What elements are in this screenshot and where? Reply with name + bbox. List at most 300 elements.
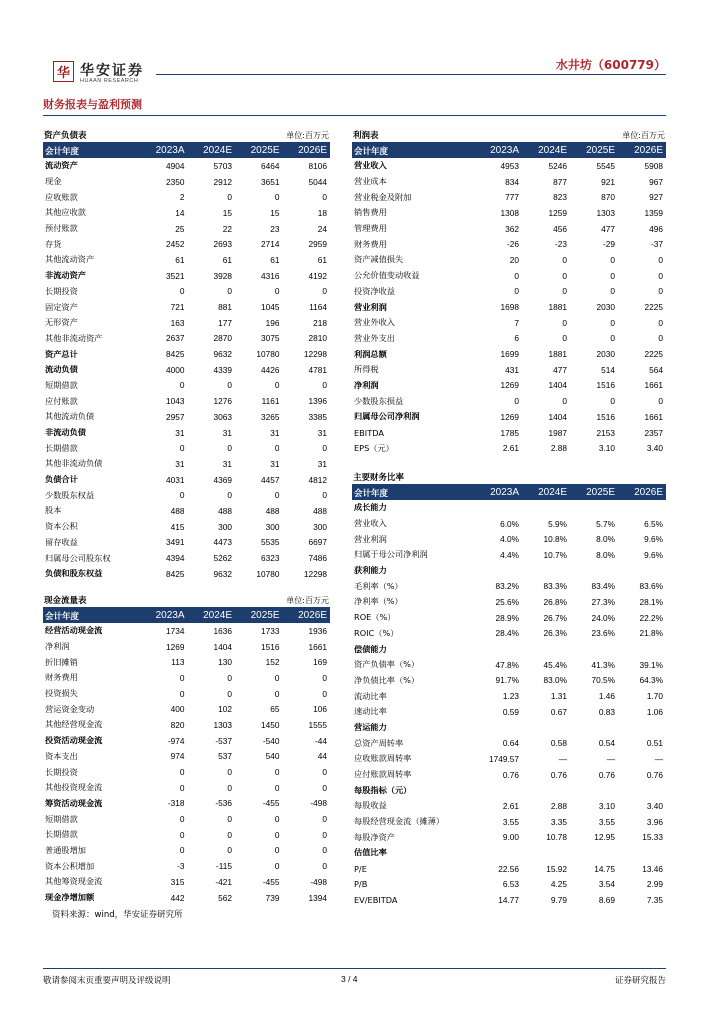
- row-value: 2.61: [502, 443, 519, 454]
- row-value: 1881: [548, 349, 567, 360]
- row-label: 营运能力: [354, 721, 387, 732]
- row-label: 长期投资: [45, 285, 78, 296]
- row-value: 488: [265, 505, 280, 516]
- column-header-year: 2024E: [522, 485, 570, 500]
- row-value: 0: [274, 490, 280, 501]
- row-value: 1734: [166, 625, 185, 636]
- row-label: 其他筹资现金流: [45, 876, 103, 887]
- row-label: 营业外支出: [354, 332, 395, 343]
- row-value: 22: [222, 223, 232, 234]
- row-value: 28.4%: [495, 628, 519, 639]
- row-value: 4426: [261, 364, 280, 375]
- row-value: 0.58: [550, 738, 567, 749]
- row-value: 9632: [213, 349, 232, 360]
- row-value: 102: [218, 704, 232, 715]
- table-row: [352, 158, 666, 174]
- row-value: 881: [218, 302, 232, 313]
- row-value: 169: [313, 657, 327, 668]
- row-value: 1269: [500, 380, 519, 391]
- row-label: 净利润: [354, 379, 379, 390]
- row-value: 4000: [166, 364, 185, 375]
- row-value: 83.2%: [495, 581, 519, 592]
- row-value: 91.7%: [495, 675, 519, 686]
- row-value: 2714: [261, 239, 280, 250]
- row-label: 所得税: [354, 364, 379, 375]
- row-label: 资本支出: [45, 750, 78, 761]
- row-value: 2.88: [550, 443, 567, 454]
- row-label: 归属母公司股东权: [45, 552, 111, 563]
- row-value: 1661: [644, 411, 663, 422]
- table-row: [43, 158, 330, 174]
- row-value: 4812: [308, 474, 327, 485]
- row-label: 少数股东损益: [354, 395, 404, 406]
- row-value: 0: [179, 672, 185, 683]
- table-header-row: [352, 485, 666, 500]
- row-value: 400: [170, 704, 185, 715]
- row-value: 10.8%: [543, 534, 567, 545]
- row-value: 2.99: [646, 879, 663, 890]
- row-label: 经营活动现金流: [45, 625, 103, 636]
- row-label: 管理费用: [354, 223, 387, 234]
- column-header-year: 2024E: [522, 143, 570, 158]
- row-value: 27.3%: [591, 596, 615, 607]
- row-value: [474, 641, 522, 657]
- row-value: [570, 720, 618, 736]
- footer-disclaimer: 敬请参阅末页重要声明及评级说明: [43, 976, 171, 986]
- row-label: 营业利润: [354, 301, 387, 312]
- row-value: 31: [317, 458, 327, 469]
- row-value: 4394: [166, 553, 185, 564]
- row-label: 营业外收入: [354, 317, 395, 328]
- row-value: 0: [562, 254, 567, 265]
- table-row: [352, 814, 666, 830]
- row-label: 每股收益: [354, 800, 387, 811]
- table-row: [352, 516, 666, 532]
- column-header-year: 2024E: [188, 143, 236, 158]
- row-label: 股本: [45, 505, 62, 516]
- row-value: 4339: [213, 364, 232, 375]
- row-value: 2153: [596, 427, 615, 438]
- income-statement-header: [352, 128, 666, 143]
- row-value: 9.00: [502, 832, 519, 843]
- row-value: -26: [507, 239, 519, 250]
- income-statement-unit: 单位:百万元: [622, 130, 665, 140]
- row-value: 1936: [308, 625, 327, 636]
- row-value: 3265: [261, 411, 280, 422]
- row-label: 估值比率: [354, 847, 387, 858]
- row-value: 0: [227, 380, 232, 391]
- row-value: 61: [270, 254, 280, 265]
- row-value: 8.0%: [596, 549, 615, 560]
- row-label: 营业利润: [354, 533, 387, 544]
- row-value: 3.55: [502, 816, 519, 827]
- row-value: 113: [171, 657, 185, 668]
- row-value: 1394: [308, 892, 327, 903]
- row-value: 0: [322, 782, 327, 793]
- row-value: -44: [315, 735, 327, 746]
- row-label: 留存收益: [45, 536, 78, 547]
- row-label: EBITDA: [354, 427, 384, 438]
- row-value: -37: [651, 239, 663, 250]
- row-value: 721: [170, 302, 185, 313]
- table-row: [43, 519, 330, 535]
- row-value: 777: [505, 192, 519, 203]
- row-value: 8425: [166, 349, 185, 360]
- row-value: 0: [179, 490, 185, 501]
- column-header-year: 2025E: [570, 143, 618, 158]
- row-value: 3491: [166, 537, 185, 548]
- table-row: [352, 720, 666, 736]
- row-label: 固定资产: [45, 301, 78, 312]
- row-label: 获利能力: [354, 565, 387, 576]
- row-value: [522, 641, 570, 657]
- row-value: -23: [555, 239, 567, 250]
- row-value: 163: [170, 317, 185, 328]
- row-value: [522, 563, 570, 579]
- row-value: 130: [218, 657, 232, 668]
- table-row: [43, 717, 330, 733]
- table-row: [352, 578, 666, 594]
- row-value: 2912: [213, 176, 232, 187]
- row-value: [522, 845, 570, 861]
- row-label: 每股指标（元）: [354, 784, 412, 795]
- table-row: [352, 892, 666, 908]
- table-row: [43, 315, 330, 331]
- row-value: 3.40: [646, 800, 663, 811]
- table-row: [352, 688, 666, 704]
- row-value: 31: [175, 427, 185, 438]
- row-value: 0: [322, 814, 327, 825]
- row-value: 1661: [644, 380, 663, 391]
- row-value: 0: [322, 861, 327, 872]
- row-value: 442: [170, 892, 185, 903]
- row-label: 净负债比率（%）: [354, 674, 420, 685]
- row-value: 0: [322, 286, 327, 297]
- row-value: 0.59: [502, 706, 519, 717]
- row-value: 2030: [596, 349, 615, 360]
- row-value: 31: [270, 458, 280, 469]
- row-value: 0: [179, 380, 185, 391]
- table-row: [352, 610, 666, 626]
- row-value: 3.54: [598, 879, 615, 890]
- row-value: 3.55: [598, 816, 615, 827]
- table-row: [352, 205, 666, 221]
- row-value: 537: [218, 751, 232, 762]
- row-value: 6: [514, 333, 519, 344]
- row-value: 83.3%: [543, 581, 567, 592]
- row-value: [618, 782, 666, 798]
- row-value: 7.35: [646, 895, 663, 906]
- row-value: [618, 845, 666, 861]
- row-value: 8.69: [598, 895, 615, 906]
- row-value: 26.3%: [543, 628, 567, 639]
- row-label: 速动比率: [354, 706, 387, 717]
- row-label: 现金净增加额: [45, 892, 95, 903]
- row-value: 0: [658, 286, 663, 297]
- table-row: [43, 796, 330, 812]
- row-value: 7486: [308, 553, 327, 564]
- row-value: 921: [601, 176, 615, 187]
- row-label: 流动比率: [354, 690, 387, 701]
- row-value: 31: [317, 427, 327, 438]
- row-value: 4457: [261, 474, 280, 485]
- row-value: 25: [175, 223, 185, 234]
- row-label: 应付账款周转率: [354, 769, 412, 780]
- row-value: 1661: [308, 641, 327, 652]
- row-value: 14: [175, 207, 185, 218]
- row-value: 2.61: [502, 800, 519, 811]
- table-header-row: [43, 143, 330, 158]
- table-row: [43, 284, 330, 300]
- row-value: —: [558, 753, 567, 764]
- financial-ratios-table: [352, 470, 666, 908]
- row-value: 0: [322, 192, 327, 203]
- row-label: 偿债能力: [354, 643, 387, 654]
- cash-flow-title: 现金流量表: [44, 596, 87, 606]
- row-value: 47.8%: [495, 659, 519, 670]
- row-value: 1308: [500, 207, 519, 218]
- row-value: 8106: [308, 160, 327, 171]
- row-label: 非流动资产: [45, 270, 86, 281]
- row-value: 44: [317, 751, 327, 762]
- row-value: 0: [274, 782, 280, 793]
- row-value: 26.8%: [543, 596, 567, 607]
- row-value: [570, 500, 618, 516]
- row-label: 资本公积: [45, 521, 78, 532]
- row-value: 3928: [213, 270, 232, 281]
- row-value: 967: [649, 176, 663, 187]
- row-value: 2870: [213, 333, 232, 344]
- income-statement-table: [352, 128, 666, 456]
- row-label: ROE（%）: [354, 612, 396, 623]
- row-value: 0: [562, 333, 567, 344]
- row-value: 0: [322, 829, 327, 840]
- row-value: 23: [270, 223, 280, 234]
- table-row: [43, 487, 330, 503]
- section-divider: [43, 115, 666, 116]
- row-value: 0: [179, 814, 185, 825]
- table-header-row: [43, 608, 330, 623]
- row-value: 1269: [166, 641, 185, 652]
- row-value: 834: [505, 176, 519, 187]
- row-label: 归属母公司净利润: [354, 411, 420, 422]
- row-value: 1043: [166, 396, 185, 407]
- row-value: [570, 845, 618, 861]
- row-value: 8.0%: [596, 534, 615, 545]
- row-value: 20: [509, 254, 519, 265]
- row-value: 0: [514, 396, 519, 407]
- row-value: 5703: [213, 160, 232, 171]
- row-value: 1555: [308, 719, 327, 730]
- row-value: 477: [601, 223, 615, 234]
- row-value: 488: [313, 505, 327, 516]
- row-value: 0: [322, 845, 327, 856]
- row-value: 0: [274, 814, 280, 825]
- row-value: [618, 500, 666, 516]
- row-value: 4.25: [550, 879, 567, 890]
- row-value: 5262: [213, 553, 232, 564]
- row-value: -29: [603, 239, 615, 250]
- table-row: [43, 409, 330, 425]
- row-value: 61: [175, 254, 185, 265]
- row-value: 1749.57: [489, 753, 519, 764]
- row-value: 28.9%: [495, 612, 519, 623]
- row-value: 739: [265, 892, 280, 903]
- row-value: 0: [179, 688, 185, 699]
- row-label: ROIC（%）: [354, 627, 399, 638]
- table-row: [352, 594, 666, 610]
- row-value: 4031: [166, 474, 185, 485]
- row-value: 1636: [213, 625, 232, 636]
- row-value: [618, 563, 666, 579]
- row-value: 4192: [308, 270, 327, 281]
- row-value: 1164: [309, 302, 327, 313]
- row-value: 1276: [213, 396, 232, 407]
- table-row: [43, 535, 330, 551]
- row-label: 短期借款: [45, 379, 78, 390]
- table-row: [43, 764, 330, 780]
- row-value: 3063: [213, 411, 232, 422]
- row-value: 4904: [166, 160, 185, 171]
- row-value: 0: [274, 380, 280, 391]
- row-value: 83.6%: [639, 581, 663, 592]
- row-label: 预付账款: [45, 223, 78, 234]
- row-value: 1450: [261, 719, 280, 730]
- row-value: 0: [274, 861, 280, 872]
- row-value: 12298: [303, 349, 327, 360]
- footer-report-type: 证券研究报告: [614, 976, 666, 986]
- row-value: 31: [222, 427, 232, 438]
- data-source-note: 资料来源：wind，华安证券研究所: [52, 910, 183, 920]
- row-label: 长期借款: [45, 442, 78, 453]
- row-value: 300: [218, 521, 232, 532]
- row-value: 83.0%: [543, 675, 567, 686]
- row-value: 3521: [166, 270, 185, 281]
- row-value: -455: [262, 798, 280, 809]
- row-value: 4953: [500, 160, 519, 171]
- row-value: 12.95: [594, 832, 615, 843]
- row-value: 0: [274, 688, 280, 699]
- row-value: 0.54: [598, 738, 615, 749]
- company-logo-mark: [53, 61, 74, 82]
- row-value: 2.88: [550, 800, 567, 811]
- row-value: 1516: [261, 641, 280, 652]
- table-row: [352, 284, 666, 300]
- row-value: 0: [274, 192, 280, 203]
- row-value: 70.5%: [591, 675, 615, 686]
- row-value: 2810: [308, 333, 327, 344]
- row-value: 1404: [548, 411, 567, 422]
- row-value: [522, 500, 570, 516]
- table-row: [352, 704, 666, 720]
- row-label: 资产减值损失: [354, 254, 404, 265]
- row-value: 0: [610, 270, 615, 281]
- table-row: [43, 827, 330, 843]
- table-row: [43, 378, 330, 394]
- row-value: 4369: [213, 474, 232, 485]
- row-value: 6464: [261, 160, 280, 171]
- row-value: 0.76: [646, 769, 663, 780]
- table-row: [352, 657, 666, 673]
- cash-flow-unit: 单位:百万元: [286, 595, 329, 605]
- row-value: -498: [310, 798, 327, 809]
- row-value: 1259: [548, 207, 567, 218]
- table-row: [352, 409, 666, 425]
- row-value: 2225: [644, 302, 663, 313]
- row-label: 流动负债: [45, 364, 78, 375]
- row-value: [474, 845, 522, 861]
- row-label: 公允价值变动收益: [354, 270, 420, 281]
- row-value: 0: [179, 845, 185, 856]
- cash-flow-header: [43, 593, 330, 608]
- row-value: 0: [179, 829, 185, 840]
- table-row: [352, 440, 666, 456]
- row-value: 0.76: [550, 769, 567, 780]
- row-value: 300: [313, 521, 327, 532]
- row-value: 4316: [261, 270, 280, 281]
- row-value: 9.6%: [644, 534, 663, 545]
- cash-flow-table: [43, 593, 330, 905]
- table-row: [43, 749, 330, 765]
- row-value: 1396: [308, 396, 327, 407]
- row-label: 销售费用: [354, 207, 387, 218]
- row-value: 2637: [166, 333, 185, 344]
- row-value: 65: [270, 704, 280, 715]
- row-label: 负债和股东权益: [45, 568, 103, 579]
- row-value: 0: [274, 829, 280, 840]
- row-value: 31: [222, 458, 232, 469]
- row-value: 2452: [166, 239, 185, 250]
- row-label: 营业收入: [354, 518, 387, 529]
- row-value: 4473: [213, 537, 232, 548]
- row-value: 0: [610, 396, 615, 407]
- row-value: [474, 720, 522, 736]
- row-value: 12298: [303, 568, 327, 579]
- row-value: 21.8%: [639, 628, 663, 639]
- row-value: 0: [658, 254, 663, 265]
- row-value: 0: [179, 443, 185, 454]
- table-row: [352, 346, 666, 362]
- table-row: [43, 686, 330, 702]
- row-label: 投资损失: [45, 688, 78, 699]
- table-row: [43, 268, 330, 284]
- row-value: 9.6%: [644, 549, 663, 560]
- row-value: 7: [514, 317, 519, 328]
- row-value: 0: [227, 286, 232, 297]
- row-value: 0: [322, 380, 327, 391]
- row-label: 无形资产: [45, 317, 78, 328]
- row-label: 投资活动现金流: [45, 735, 103, 746]
- row-label: 投资净收益: [354, 285, 395, 296]
- row-value: 1.31: [550, 691, 567, 702]
- row-value: 1269: [500, 411, 519, 422]
- row-label: 其他非流动负债: [45, 458, 103, 469]
- row-value: 3.10: [598, 800, 615, 811]
- row-value: 0: [227, 782, 232, 793]
- section-title: 财务报表与盈利预测: [43, 98, 142, 111]
- row-value: 496: [649, 223, 663, 234]
- row-label: 财务费用: [354, 238, 387, 249]
- row-value: 927: [649, 192, 663, 203]
- row-value: 45.4%: [543, 659, 567, 670]
- table-row: [352, 174, 666, 190]
- row-value: 362: [505, 223, 519, 234]
- row-value: 0: [610, 333, 615, 344]
- table-row: [43, 440, 330, 456]
- row-value: 300: [265, 521, 280, 532]
- row-value: 2357: [644, 427, 663, 438]
- row-value: 3.35: [550, 816, 567, 827]
